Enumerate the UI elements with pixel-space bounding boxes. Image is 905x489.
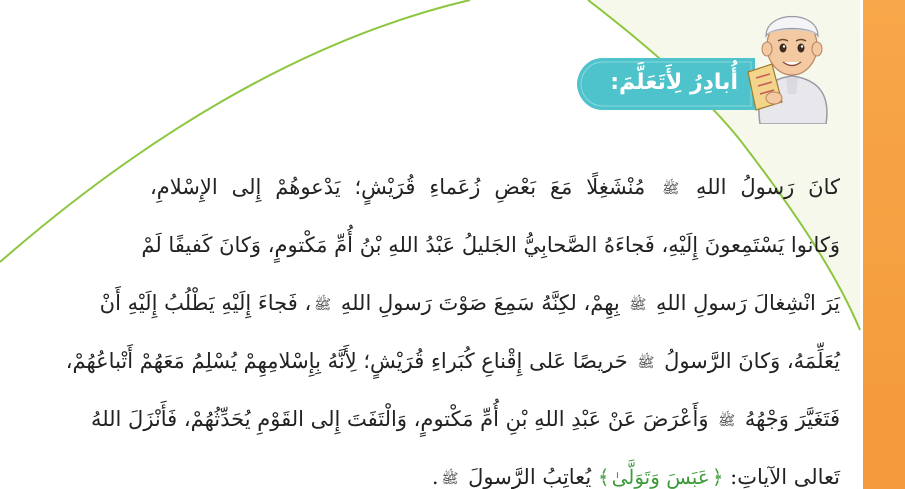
salawat-ligature-icon: ﷺ — [718, 412, 736, 429]
lesson-paragraph — [65, 160, 840, 489]
salawat-ligature-icon: ﷺ — [314, 296, 332, 313]
paragraph-line-5 — [90, 392, 840, 450]
line-text: مُنْشَغِلًا مَعَ بَعْضِ زُعَماءِ قُرَيْشٍ؛ يَدْعوهُمْ إِلى الإِسْلامِ، — [150, 175, 646, 199]
line-text: تَعالى الآياتِ: — [730, 465, 840, 489]
orange-side-strip — [863, 0, 905, 489]
salawat-ligature-icon: ﷺ — [637, 354, 655, 371]
line-text: وَأَعْرَضَ عَنْ عَبْدِ اللهِ بْنِ أُمِّ مَكْتومٍ، وَالْتَفَتَ إِلى القَوْمِ يُحَدِّثُهُمْ، فَأَنْزَلَ اللهُ — [90, 407, 709, 431]
salawat-ligature-icon: ﷺ — [441, 470, 459, 487]
salawat-ligature-icon: ﷺ — [629, 296, 647, 313]
quran-bracket-open-icon: ﴿ — [711, 465, 724, 489]
line-text: يَرَ انْشِغالَ رَسولِ اللهِ — [656, 291, 840, 315]
line-text: فَتَغَيَّرَ وَجْهُهُ — [744, 407, 840, 431]
line-text: بِهِمْ، لكِنَّهُ سَمِعَ صَوْتَ رَسولِ اللهِ — [340, 291, 620, 315]
banner-title: أُبادِرُ لِأَتَعَلَّمَ: — [610, 70, 738, 95]
line-text: يُعَلِّمَهُ، وَكانَ الرَّسولُ — [664, 349, 840, 373]
paragraph-line-3 — [99, 276, 840, 334]
line-text: كانَ رَسولُ اللهِ — [696, 175, 840, 199]
paragraph-line-6 — [150, 450, 840, 489]
quran-verse: عَبَسَ وَتَوَلَّىٰ — [611, 465, 710, 489]
quran-bracket-close-icon: ﴾ — [597, 465, 610, 489]
salawat-ligature-icon: ﷺ — [662, 180, 680, 197]
paragraph-line-1 — [150, 160, 840, 218]
paragraph-line-4 — [65, 334, 840, 392]
line-text: ، فَجاءَ إِلَيْهِ يَطْلُبُ إِلَيْهِ أَنْ — [99, 291, 312, 315]
boy-reading-book-icon — [742, 2, 842, 124]
paragraph-line-2 — [141, 218, 840, 276]
line-text: وَكانوا يَسْتَمِعونَ إِلَيْهِ، فَجاءَهُ الصَّحابِيُّ الجَليلُ عَبْدُ اللهِ بْنُ أُمِّ مَكْتومٍ، وَكانَ كَفيفًا لَمْ — [141, 233, 840, 257]
line-end-punctuation: . — [431, 465, 439, 489]
line-text: حَريصًا عَلى إِقْناعِ كُبَراءِ قُرَيْشٍ؛ لِأَنَّهُ بِإِسْلامِهِمْ يُسْلِمُ مَعَهُمْ أَتْباعُهُمْ، — [65, 349, 628, 373]
line-text: يُعاتِبُ الرَّسولَ — [468, 465, 592, 489]
